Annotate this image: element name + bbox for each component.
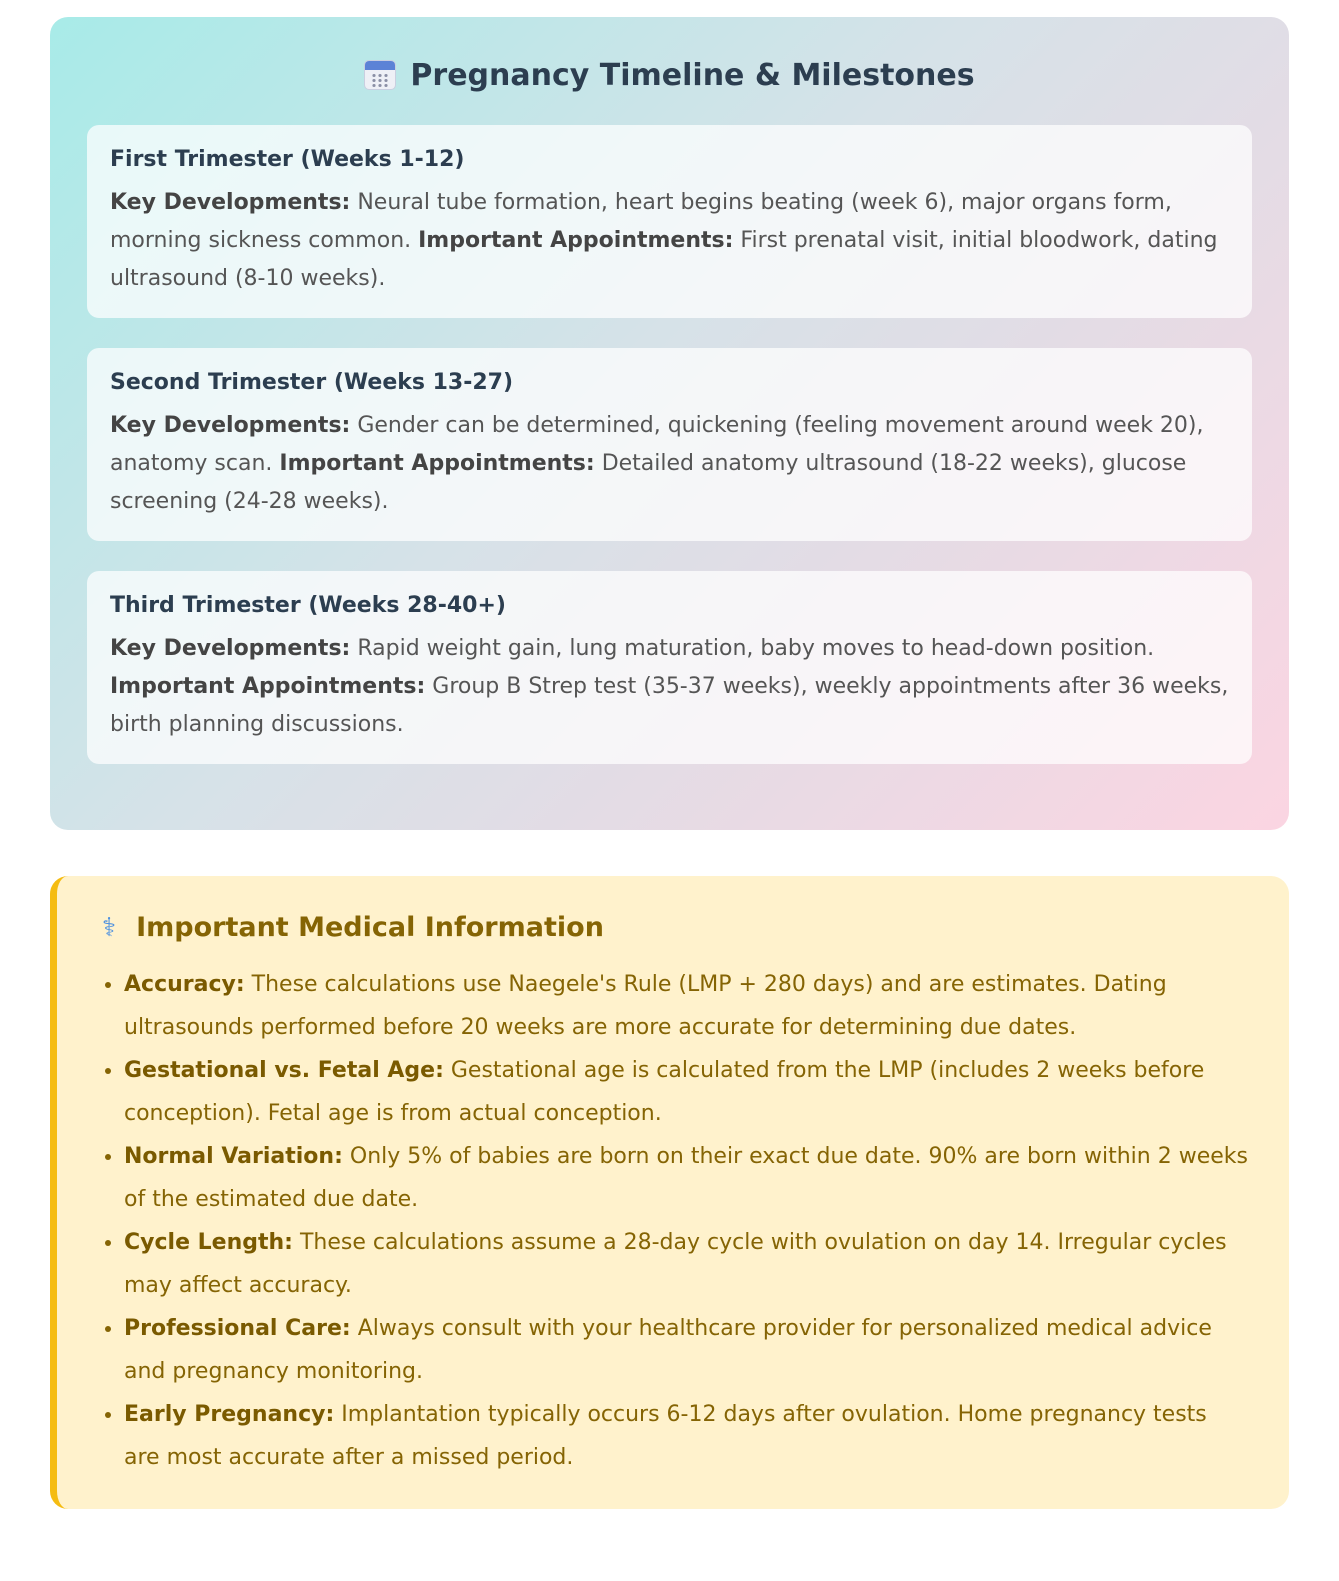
item-label: Professional Care: xyxy=(124,1316,351,1341)
third-trimester-card xyxy=(87,571,1252,764)
trimester-heading: First Trimester (Weeks 1-12) xyxy=(110,147,465,172)
appointments-label: Important Appointments: xyxy=(418,228,734,253)
key-developments-label: Key Developments: xyxy=(110,413,351,438)
item-label: Accuracy: xyxy=(124,972,245,997)
appointments-text: Group B Strep test (35-37 weeks), weekly appointments after 36 weeks, birth planning discussions. xyxy=(110,674,1229,737)
list-item-accuracy xyxy=(124,963,1249,1049)
item-text: These calculations assume a 28-day cycle with ovulation on day 14. Irregular cycles may affect accuracy. xyxy=(124,1230,1227,1298)
medical-information-section xyxy=(50,876,1289,1509)
appointments-text: First prenatal visit, initial bloodwork, dating ultrasound (8-10 weeks). xyxy=(110,228,1218,291)
item-label: Early Pregnancy: xyxy=(124,1402,335,1427)
key-developments-text: Gender can be determined, quickening (feeling movement around week 20), anatomy scan. xyxy=(110,413,1204,476)
list-item-gestational-age xyxy=(124,1049,1249,1135)
trimester-heading: Third Trimester (Weeks 28-40+) xyxy=(110,593,506,618)
item-label: Gestational vs. Fetal Age: xyxy=(124,1058,444,1083)
appointments-label: Important Appointments: xyxy=(110,674,426,699)
second-trimester-card xyxy=(87,348,1252,541)
key-developments-label: Key Developments: xyxy=(110,636,351,661)
item-text: Gestational age is calculated from the LMP (includes 2 weeks before conception). Fetal age is from actual conception. xyxy=(124,1058,1205,1126)
item-text: Only 5% of babies are born on their exact due date. 90% are born within 2 weeks of the estimated due date. xyxy=(124,1144,1248,1212)
item-text: Implantation typically occurs 6-12 days after ovulation. Home pregnancy tests are most accurate after a missed period. xyxy=(124,1402,1207,1470)
calendar-icon xyxy=(364,60,396,90)
item-label: Cycle Length: xyxy=(124,1230,293,1255)
medical-title xyxy=(102,912,1249,943)
trimester-description xyxy=(110,630,1229,744)
trimester-description xyxy=(110,407,1229,521)
timeline-title-text: Pregnancy Timeline & Milestones xyxy=(410,57,975,93)
medical-info-list xyxy=(102,963,1249,1479)
key-developments-text: Neural tube formation, heart begins beating (week 6), major organs form, morning sickness common. xyxy=(110,190,1172,253)
list-item-early-pregnancy xyxy=(124,1393,1249,1479)
trimester-heading: Second Trimester (Weeks 13-27) xyxy=(110,370,514,395)
list-item-normal-variation xyxy=(124,1135,1249,1221)
item-label: Normal Variation: xyxy=(124,1144,343,1169)
trimester-description xyxy=(110,184,1229,298)
key-developments-text: Rapid weight gain, lung maturation, baby moves to head-down position. xyxy=(350,636,1155,661)
item-text: These calculations use Naegele's Rule (LMP + 280 days) and are estimates. Dating ultrasounds performed before 20 weeks are more accurate for determining due dates. xyxy=(124,972,1167,1040)
timeline-title xyxy=(87,43,1252,107)
medical-title-text: Important Medical Information xyxy=(136,912,604,943)
appointments-text: Detailed anatomy ultrasound (18-22 weeks), glucose screening (24-28 weeks). xyxy=(110,451,1187,514)
key-developments-label: Key Developments: xyxy=(110,190,351,215)
appointments-label: Important Appointments: xyxy=(279,451,595,476)
item-text: Always consult with your healthcare provider for personalized medical advice and pregnancy monitoring. xyxy=(124,1316,1212,1384)
caduceus-icon: ⚕ xyxy=(102,912,117,943)
list-item-cycle-length xyxy=(124,1221,1249,1307)
first-trimester-card xyxy=(87,125,1252,318)
list-item-professional-care xyxy=(124,1307,1249,1393)
pregnancy-timeline-section xyxy=(50,17,1289,830)
